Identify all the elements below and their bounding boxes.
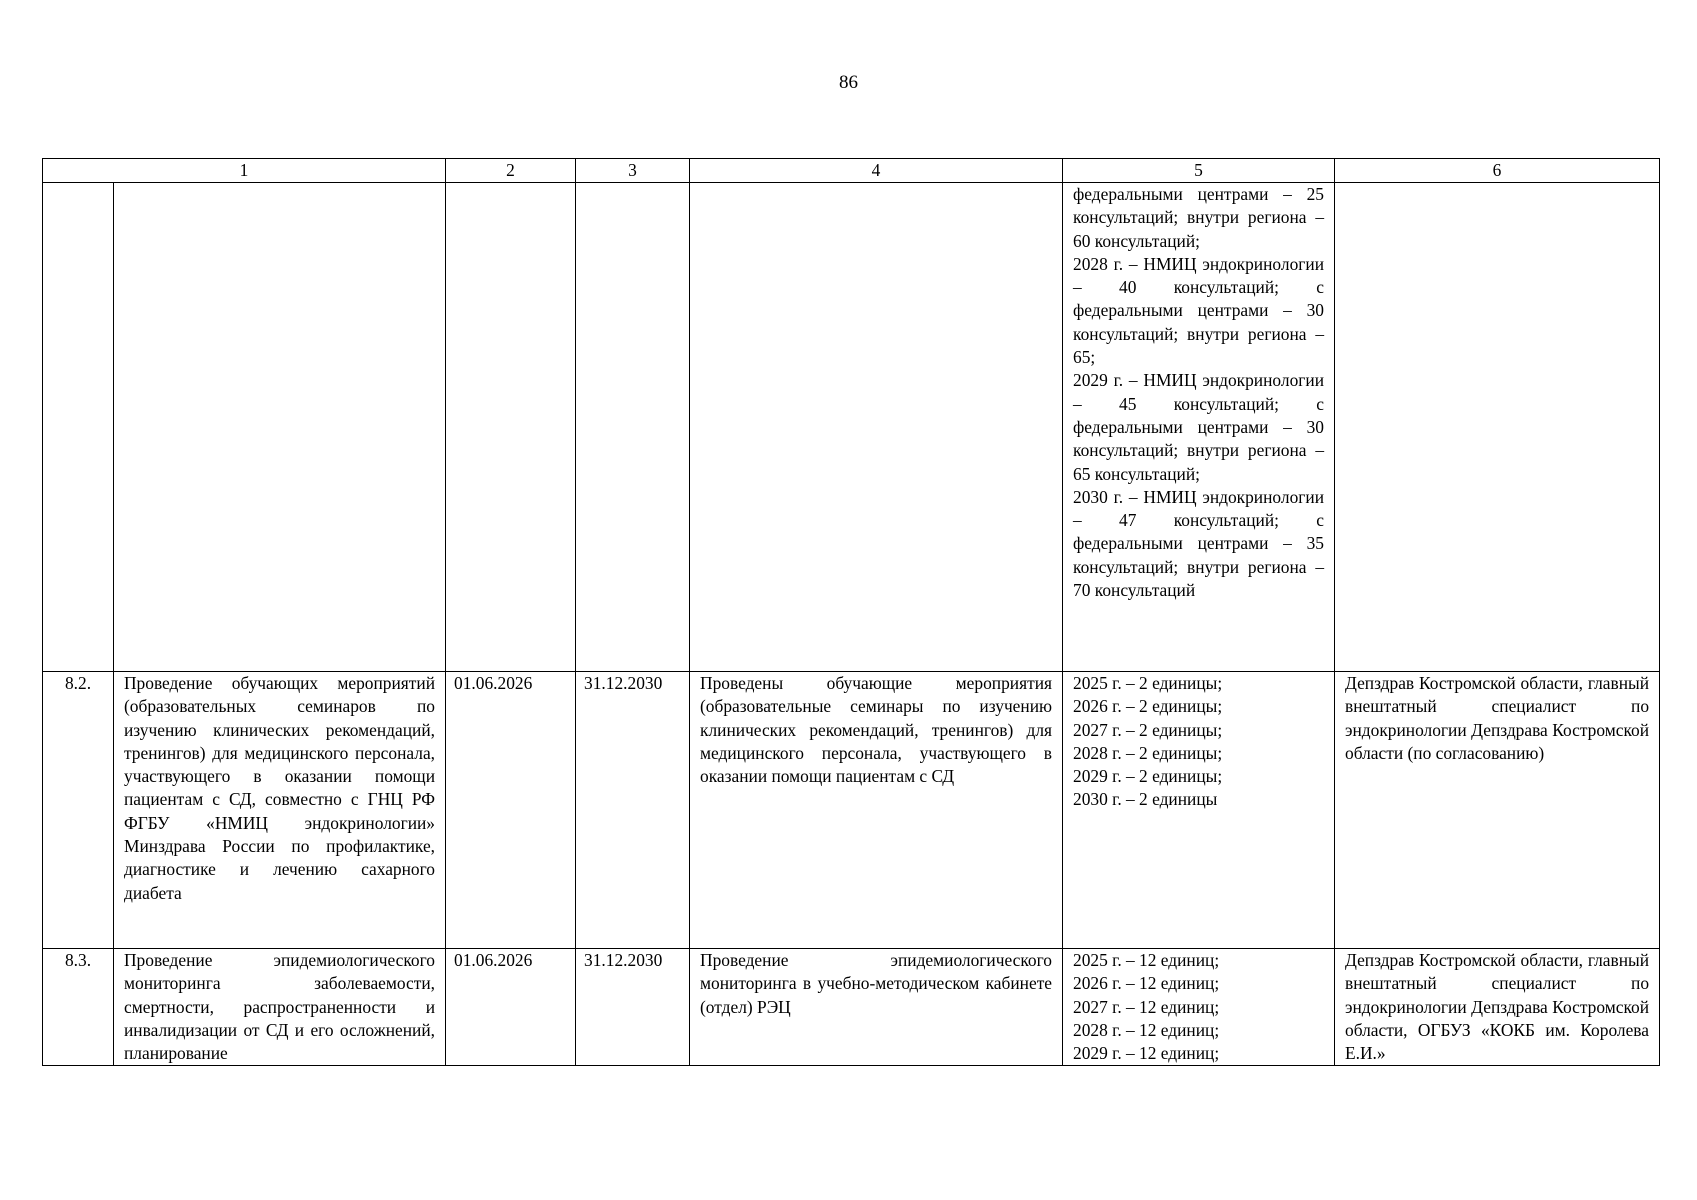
start-date-cell — [446, 183, 576, 672]
row-number-cell: 8.2. — [43, 672, 114, 949]
table-row — [43, 672, 1660, 949]
result-cell: Проведение эпидемиологического мониторинга в учебно-методическом кабинете (отдел) РЭЦ — [690, 949, 1063, 1066]
column-number-3: 3 — [576, 159, 690, 183]
start-date-cell: 01.06.2026 — [446, 672, 576, 949]
end-date-cell — [576, 183, 690, 672]
measure-cell: Проведение обучающих мероприятий (образовательных семинаров по изучению клинических рекомендаций, тренингов) для медицинского персонала, участвующего в оказании помощи пациентам с СД, совместно с ГНЦ РФ ФГБУ «НМИЦ эндокринологии» Минздрава России по профилактике, диагностике и лечению сахарного диабета — [114, 672, 446, 949]
column-number-5: 5 — [1063, 159, 1335, 183]
column-number-4: 4 — [690, 159, 1063, 183]
column-number-row — [43, 159, 1660, 183]
start-date-cell: 01.06.2026 — [446, 949, 576, 1066]
responsible-cell: Депздрав Костромской области, главный внештатный специалист по эндокринологии Депздрава Костромской области (по согласованию) — [1335, 672, 1660, 949]
result-cell — [690, 183, 1063, 672]
row-number-cell: 8.3. — [43, 949, 114, 1066]
end-date-cell: 31.12.2030 — [576, 949, 690, 1066]
table-row — [43, 949, 1660, 1066]
indicators-cell: 2025 г. – 12 единиц; 2026 г. – 12 единиц; 2027 г. – 12 единиц; 2028 г. – 12 единиц; 2029 г. – 12 единиц; — [1063, 949, 1335, 1066]
responsible-cell — [1335, 183, 1660, 672]
result-cell: Проведены обучающие мероприятия (образовательные семинары по изучению клинических рекомендаций, тренингов) для медицинского персонала, участвующего в оказании помощи пациентам с СД — [690, 672, 1063, 949]
column-number-2: 2 — [446, 159, 576, 183]
table-row — [43, 183, 1660, 672]
end-date-cell: 31.12.2030 — [576, 672, 690, 949]
measure-cell: Проведение эпидемиологического мониторинга заболеваемости, смертности, распространенности и инвалидизации от СД и его осложнений, планирование — [114, 949, 446, 1066]
column-number-6: 6 — [1335, 159, 1660, 183]
row-number-cell — [43, 183, 114, 672]
indicators-cell: 2025 г. – 2 единицы; 2026 г. – 2 единицы; 2027 г. – 2 единицы; 2028 г. – 2 единицы; 2029 г. – 2 единицы; 2030 г. – 2 единицы — [1063, 672, 1335, 949]
page-number: 86 — [839, 72, 858, 93]
plan-table — [42, 158, 1660, 1066]
responsible-cell: Депздрав Костромской области, главный внештатный специалист по эндокринологии Депздрава Костромской области, ОГБУЗ «КОКБ им. Королева Е.И.» — [1335, 949, 1660, 1066]
measure-cell — [114, 183, 446, 672]
indicators-cell: федеральными центрами – 25 консультаций; внутри региона – 60 консультаций; 2028 г. – НМИЦ эндокринологии – 40 консультаций; с федеральными центрами – 30 консультаций; внутри региона – 65; 2029 г. – НМИЦ эндокринологии – 45 консультаций; с федеральными центрами – 30 консультаций; внутри региона – 65 консультаций; 2030 г. – НМИЦ эндокринологии – 47 консультаций; с федеральными центрами – 35 консультаций; внутри региона – 70 консультаций — [1063, 183, 1335, 672]
column-number-1: 1 — [43, 159, 446, 183]
